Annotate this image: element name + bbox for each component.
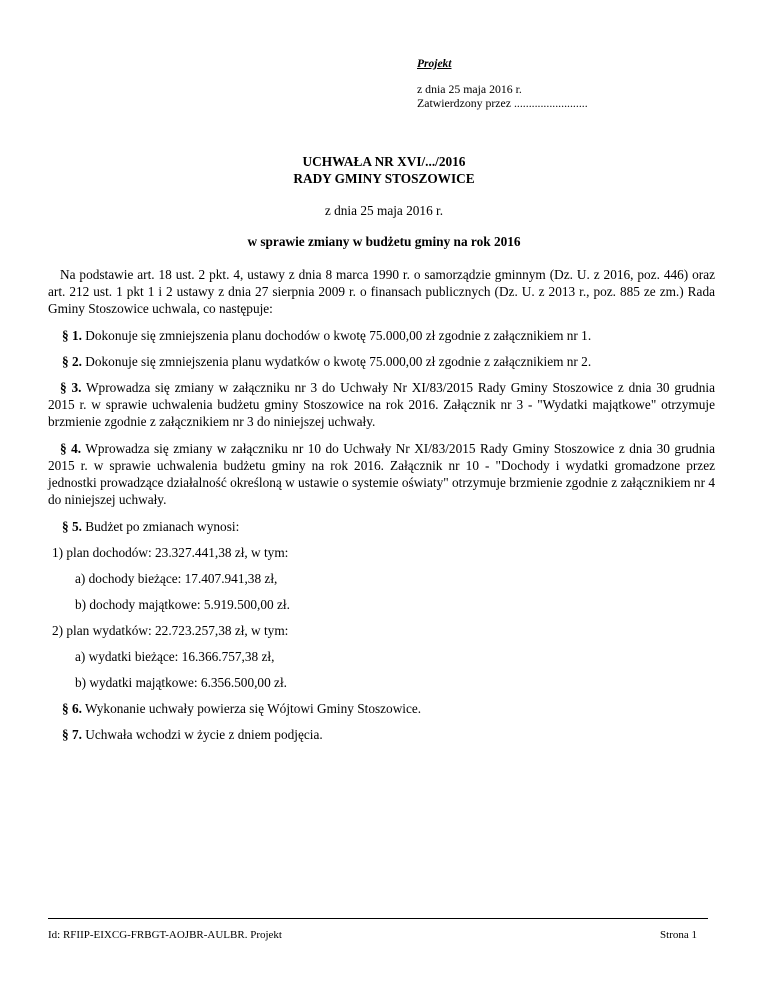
section-2-label: § 2. [62,354,82,370]
section-5 [48,518,715,535]
section-2 [48,353,715,370]
document-id: Id: RFIIP-EIXCG-FRBGT-AOJBR-AULBR. Projekt [48,929,282,941]
section-5-text: Budżet po zmianach wynosi: [81,519,240,535]
budget-expenses-current: a) wydatki bieżące: 16.366.757,38 zł, [75,649,275,665]
section-2-text: Dokonuje się zmniejszenia planu wydatków o kwotę 75.000,00 zł zgodnie z załącznikiem nr 2. [81,354,592,370]
page-number: Strona 1 [660,929,697,941]
resolution-body [48,266,715,752]
draft-approved: Zatwierdzony przez ......................... [417,96,588,111]
section-7-label: § 7. [62,727,82,743]
section-4-label: § 4. [60,441,82,457]
preamble: Na podstawie art. 18 ust. 2 pkt. 4, ustawy z dnia 8 marca 1990 r. o samorządzie gminnym (Dz. U. z 2016, poz. 446) oraz art. 212 ust. 1 pkt 1 i 2 ustawy z dnia 27 sierpnia 2009 r. o finansach publicznych (Dz. U. z 2013 r., poz. 885 ze zm.) Rada Gminy Stoszowice uchwala, co następuje: [48,267,715,317]
budget-expenses-property: b) wydatki majątkowe: 6.356.500,00 zł. [75,675,287,691]
section-6-text: Wykonanie uchwały powierza się Wójtowi Gminy Stoszowice. [81,701,422,717]
council-name: RADY GMINY STOSZOWICE [293,171,475,186]
draft-date: z dnia 25 maja 2016 r. [417,81,522,96]
section-7 [48,726,715,743]
section-3-label: § 3. [60,380,82,396]
budget-income-current: a) dochody bieżące: 17.407.941,38 zł, [75,571,278,587]
section-1-label: § 1. [62,328,82,344]
section-4 [48,440,715,508]
section-7-text: Uchwała wchodzi w życie z dniem podjęcia. [81,727,323,743]
section-5-label: § 5. [62,519,82,535]
footer-divider [48,918,708,919]
section-4-text: Wprowadza się zmiany w załączniku nr 10 do Uchwały Nr XI/83/2015 Rady Gminy Stoszowice z dnia 30 grudnia 2015 r. w sprawie uchwalenia budżetu gminy na rok 2016. Załącznik nr 10 - "Dochody i wydatki gromadzone przez jednostki prowadzące działalność określoną w ustawie o systemie oświaty" otrzymuje brzmienie zgodnie z załącznikiem nr 4 do niniejszej uchwały. [48,441,716,508]
draft-label: Projekt [417,58,452,70]
budget-income: 1) plan dochodów: 23.327.441,38 zł, w tym: [52,545,289,561]
budget-expenses: 2) plan wydatków: 22.723.257,38 zł, w tym: [52,623,289,639]
section-6-label: § 6. [62,701,82,717]
resolution-date: z dnia 25 maja 2016 r. [324,203,444,218]
section-1-text: Dokonuje się zmniejszenia planu dochodów o kwotę 75.000,00 zł zgodnie z załącznikiem nr 1. [81,328,592,344]
resolution-number: UCHWAŁA NR XVI/.../2016 [302,154,466,169]
section-1 [48,327,715,344]
section-3 [48,379,715,430]
section-6 [48,700,715,717]
section-3-text: Wprowadza się zmiany w załączniku nr 3 do Uchwały Nr XI/83/2015 Rady Gminy Stoszowice z dnia 30 grudnia 2015 r. w sprawie uchwalenia budżetu gminy Stoszowice na rok 2016. Załącznik nr 3 - "Wydatki majątkowe" otrzymuje brzmienie zgodnie z załącznikiem nr 3 do niniejszej uchwały. [48,380,715,430]
budget-income-property: b) dochody majątkowe: 5.919.500,00 zł. [75,597,290,613]
draft-header [417,57,677,111]
resolution-subject: w sprawie zmiany w budżetu gminy na rok 2016 [247,234,521,249]
